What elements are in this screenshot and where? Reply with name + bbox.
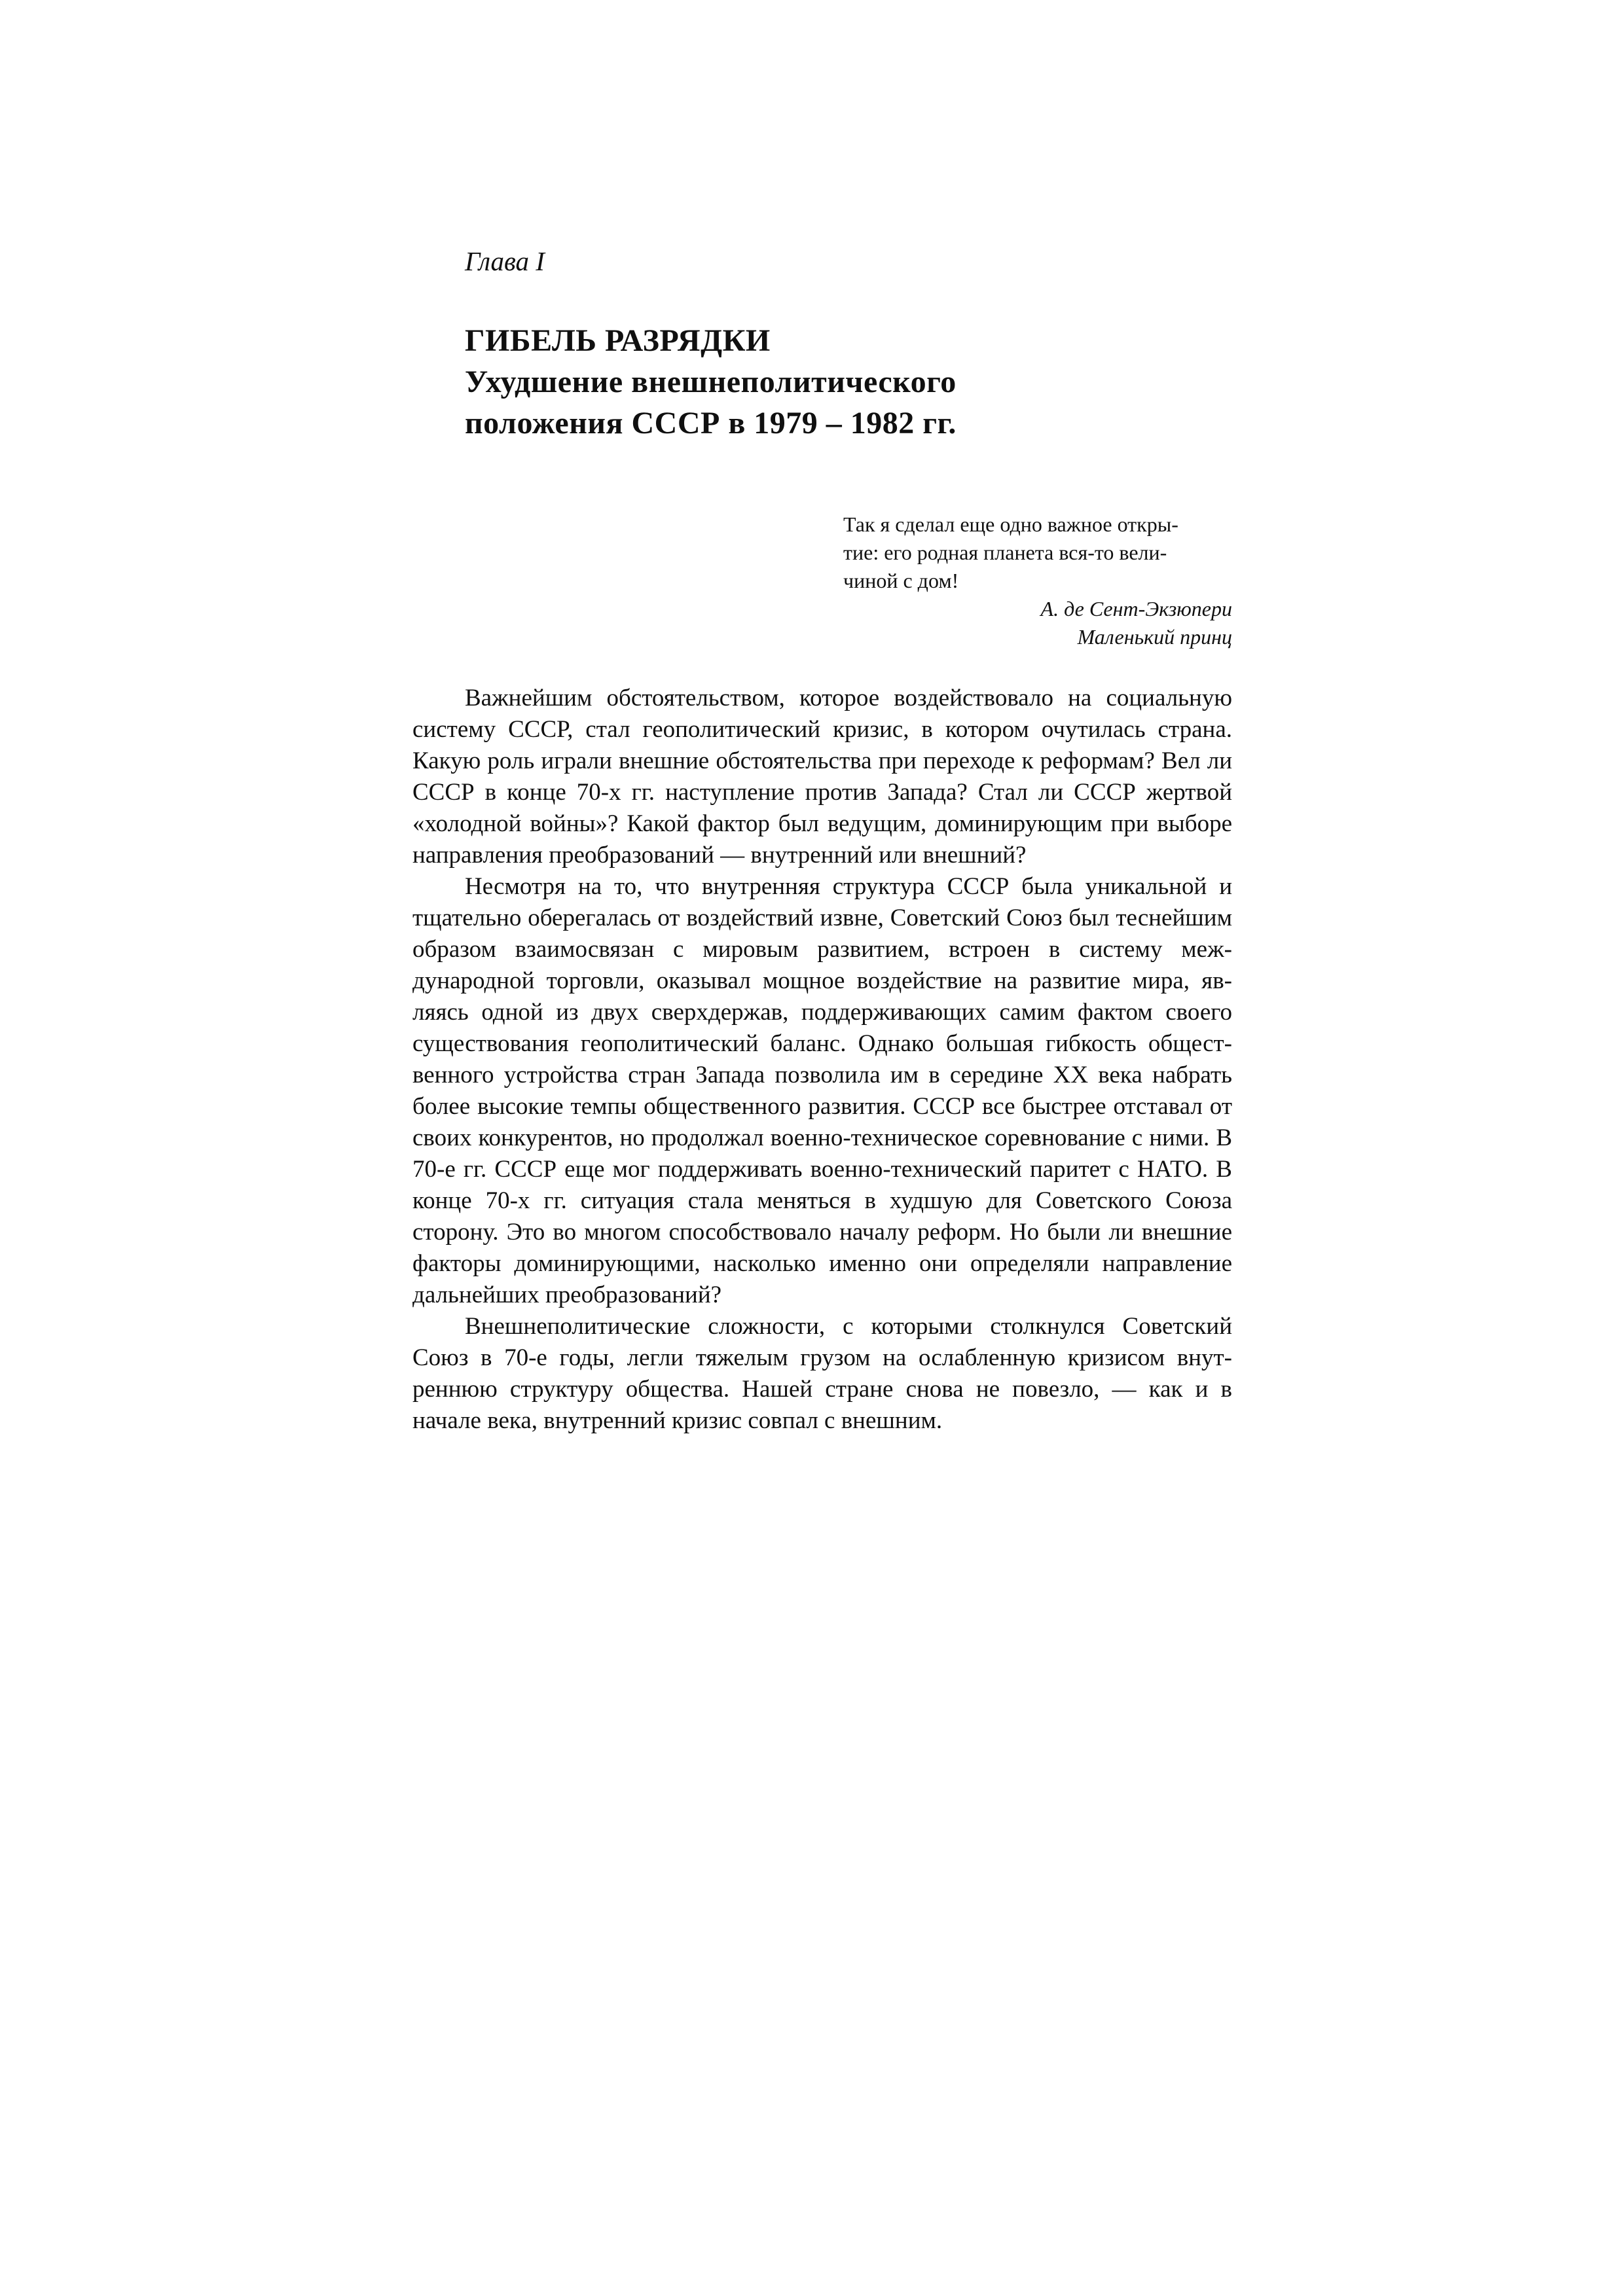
paragraph-3: Внешнеполитические сложности, с которыми столкнулся Советский Союз в 70-е годы, легли тяжелым грузом на ослабленную кризисом внутреннюю структуру общества. Нашей стране снова не повезло, — как и в начале века, внутренний кризис совпал с внешним. — [412, 1313, 1232, 1434]
chapter-title-line-2: Ухудшение внешнеполитического — [465, 365, 957, 399]
paragraph-1: Важнейшим обстоятельством, которое воздействовало на социальную систему СССР, стал геополитический кризис, в котором очутилась страна. Какую роль играли внешние обстоятельства при переходе к реформам? Вел ли СССР в конце 70-х гг. наступление против Запада? Стал ли СССР жертвой «холодной войны»? Какой фактор был ведущим, доминирующим при выборе направления преобразований — внутренний или внешний? — [412, 685, 1232, 869]
body-text — [412, 683, 1232, 1437]
page-content — [412, 0, 1232, 1437]
chapter-title-line-1: ГИБЕЛЬ РАЗРЯДКИ — [465, 323, 771, 358]
epigraph-source: Маленький принц — [1077, 625, 1232, 649]
chapter-label: Глава I — [465, 246, 545, 276]
epigraph-author: А. де Сент-Экзюпери — [1040, 597, 1232, 620]
epigraph-text-line-2: тие: его родная планета вся-то вели- — [843, 541, 1167, 564]
epigraph-text-line-3: чиной с дом! — [843, 569, 959, 592]
epigraph — [843, 511, 1232, 651]
chapter-title-line-3: положения СССР в 1979 – 1982 гг. — [465, 406, 957, 440]
chapter-title — [412, 320, 1232, 444]
epigraph-text-line-1: Так я сделал еще одно важное откры- — [843, 512, 1178, 536]
paragraph-2: Несмотря на то, что внутренняя структура СССР была уникальной и тщательно оберегалась от воздействий извне, Советский Союз был теснейшим образом взаимосвязан с мировым развитием, встроен в систему международной торговли, оказывал мощное воздействие на развитие мира, являясь одной из двух сверхдержав, поддерживающих самим фактом своего существования геополитический баланс. Однако большая гибкость общественного устройства стран Запада позволила им в середине XX века набрать более высокие темпы общественного развития. СССР все быстрее отставал от своих конкурентов, но продолжал военно-техническое соревнование с ними. В 70-е гг. СССР еще мог поддерживать военно-технический паритет с НАТО. В конце 70-х гг. ситуация стала меняться в худшую для Советского Союза сторону. Это во многом способствовало началу реформ. Но были ли внешние факторы доминирующими, насколько именно они определяли направление дальнейших преобразований? — [412, 873, 1232, 1308]
